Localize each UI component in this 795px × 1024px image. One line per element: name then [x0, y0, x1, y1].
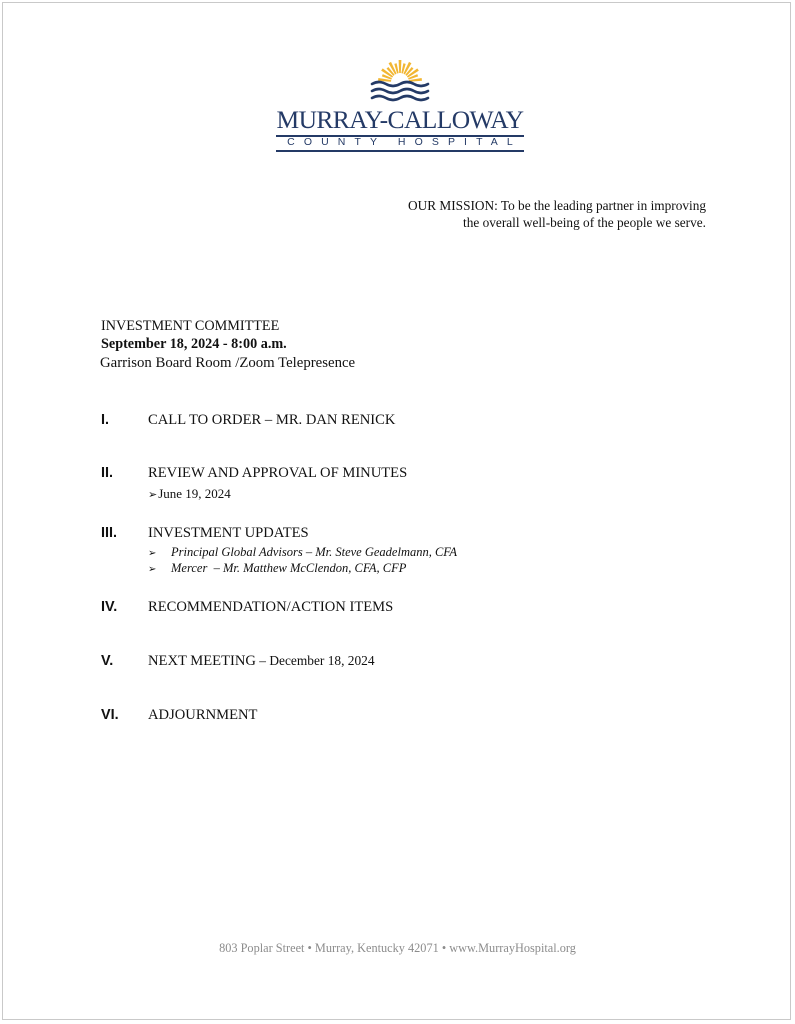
logo-subtitle: COUNTY HOSPITAL: [287, 136, 522, 148]
meeting-location: Garrison Board Room /Zoom Telepresence: [100, 355, 356, 371]
agenda-numeral: I.: [101, 412, 109, 428]
agenda-title: REVIEW AND APPROVAL OF MINUTES: [148, 465, 408, 481]
sun-ray: [399, 60, 402, 73]
logo-rule-bottom: [276, 150, 524, 152]
minutes-date-item: [148, 486, 231, 503]
agenda-numeral: III.: [101, 525, 117, 541]
mission-line-1: OUR MISSION: To be the leading partner in improving: [408, 198, 706, 213]
next-meeting-date: – December 18, 2024: [255, 653, 375, 668]
agenda-numeral: IV.: [101, 599, 118, 615]
agenda-title-with-date: [148, 652, 375, 670]
update-text: Mercer – Mr. Matthew McClendon, CFA, CFP: [171, 561, 407, 575]
update-text: Principal Global Advisors – Mr. Steve Geadelmann, CFA: [171, 545, 457, 559]
agenda-title: RECOMMENDATION/ACTION ITEMS: [148, 599, 394, 615]
mission-line-2: the overall well-being of the people we serve.: [463, 215, 706, 230]
arrow-bullet-icon: ➢: [148, 489, 158, 501]
agenda-numeral: V.: [101, 653, 114, 669]
footer-address: 803 Poplar Street • Murray, Kentucky 42071 • www.MurrayHospital.org: [219, 941, 576, 955]
meeting-header: [101, 317, 355, 373]
hospital-logo: [272, 58, 528, 158]
committee-name: INVESTMENT COMMITTEE: [101, 318, 280, 334]
sun-waves-icon: [272, 58, 528, 108]
agenda-numeral: II.: [101, 465, 113, 481]
agenda-title: NEXT MEETING: [148, 653, 256, 669]
agenda-title: INVESTMENT UPDATES: [148, 525, 309, 541]
minutes-date: June 19, 2024: [158, 486, 231, 501]
agenda-title: ADJOURNMENT: [148, 707, 258, 723]
arrow-bullet-icon: ➢: [148, 548, 157, 559]
agenda-title: CALL TO ORDER – MR. DAN RENICK: [148, 412, 396, 428]
logo-name: MURRAY-CALLOWAY: [276, 105, 524, 134]
mission-statement: [408, 197, 706, 231]
arrow-bullet-icon: ➢: [148, 564, 157, 575]
agenda-numeral: VI.: [101, 707, 119, 723]
meeting-date: September 18, 2024 - 8:00 a.m.: [101, 336, 287, 352]
update-item-2: [148, 560, 406, 578]
